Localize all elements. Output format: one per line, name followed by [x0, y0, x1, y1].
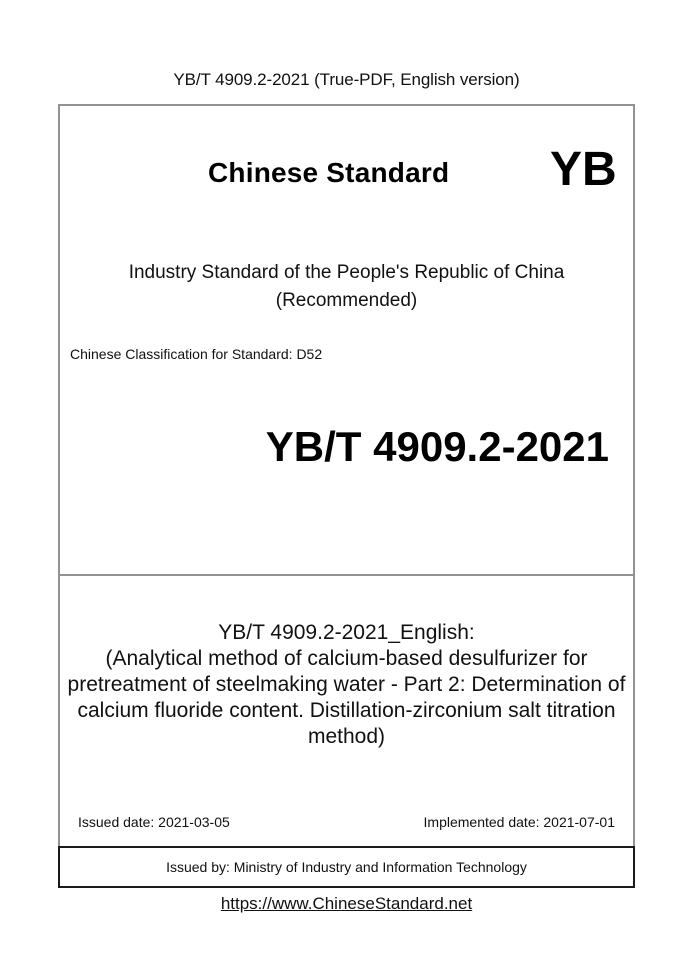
standard-code: YB: [550, 143, 617, 196]
implemented-date: Implemented date: 2021-07-01: [423, 814, 615, 830]
website-link[interactable]: https://www.ChineseStandard.net: [220, 894, 473, 913]
title-line: calcium fluoride content. Distillation-zirconium salt titration: [77, 699, 616, 722]
chinese-standard-label: Chinese Standard: [208, 157, 450, 188]
document-title-block: [58, 620, 635, 750]
cover-divider: [58, 574, 635, 576]
issued-by-text: Issued by: Ministry of Industry and Information Technology: [166, 859, 527, 875]
industry-line-2: (Recommended): [275, 290, 418, 311]
footer: [0, 894, 693, 914]
industry-standard-heading: [58, 259, 635, 315]
title-line: method): [307, 725, 386, 748]
issued-date: Issued date: 2021-03-05: [78, 814, 230, 830]
title-line: YB/T 4909.2-2021_English:: [218, 621, 475, 644]
title-line: (Analytical method of calcium-based desulfurizer for: [105, 647, 588, 670]
industry-line-1: Industry Standard of the People's Republic of China: [128, 262, 565, 283]
document-header-title: YB/T 4909.2-2021 (True-PDF, English version): [173, 70, 520, 89]
standard-number: YB/T 4909.2-2021: [265, 423, 609, 470]
issued-by-box: [58, 846, 635, 888]
classification-text: Chinese Classification for Standard: D52: [70, 346, 323, 362]
title-line: pretreatment of steelmaking water - Part 2: Determination of: [67, 673, 626, 696]
